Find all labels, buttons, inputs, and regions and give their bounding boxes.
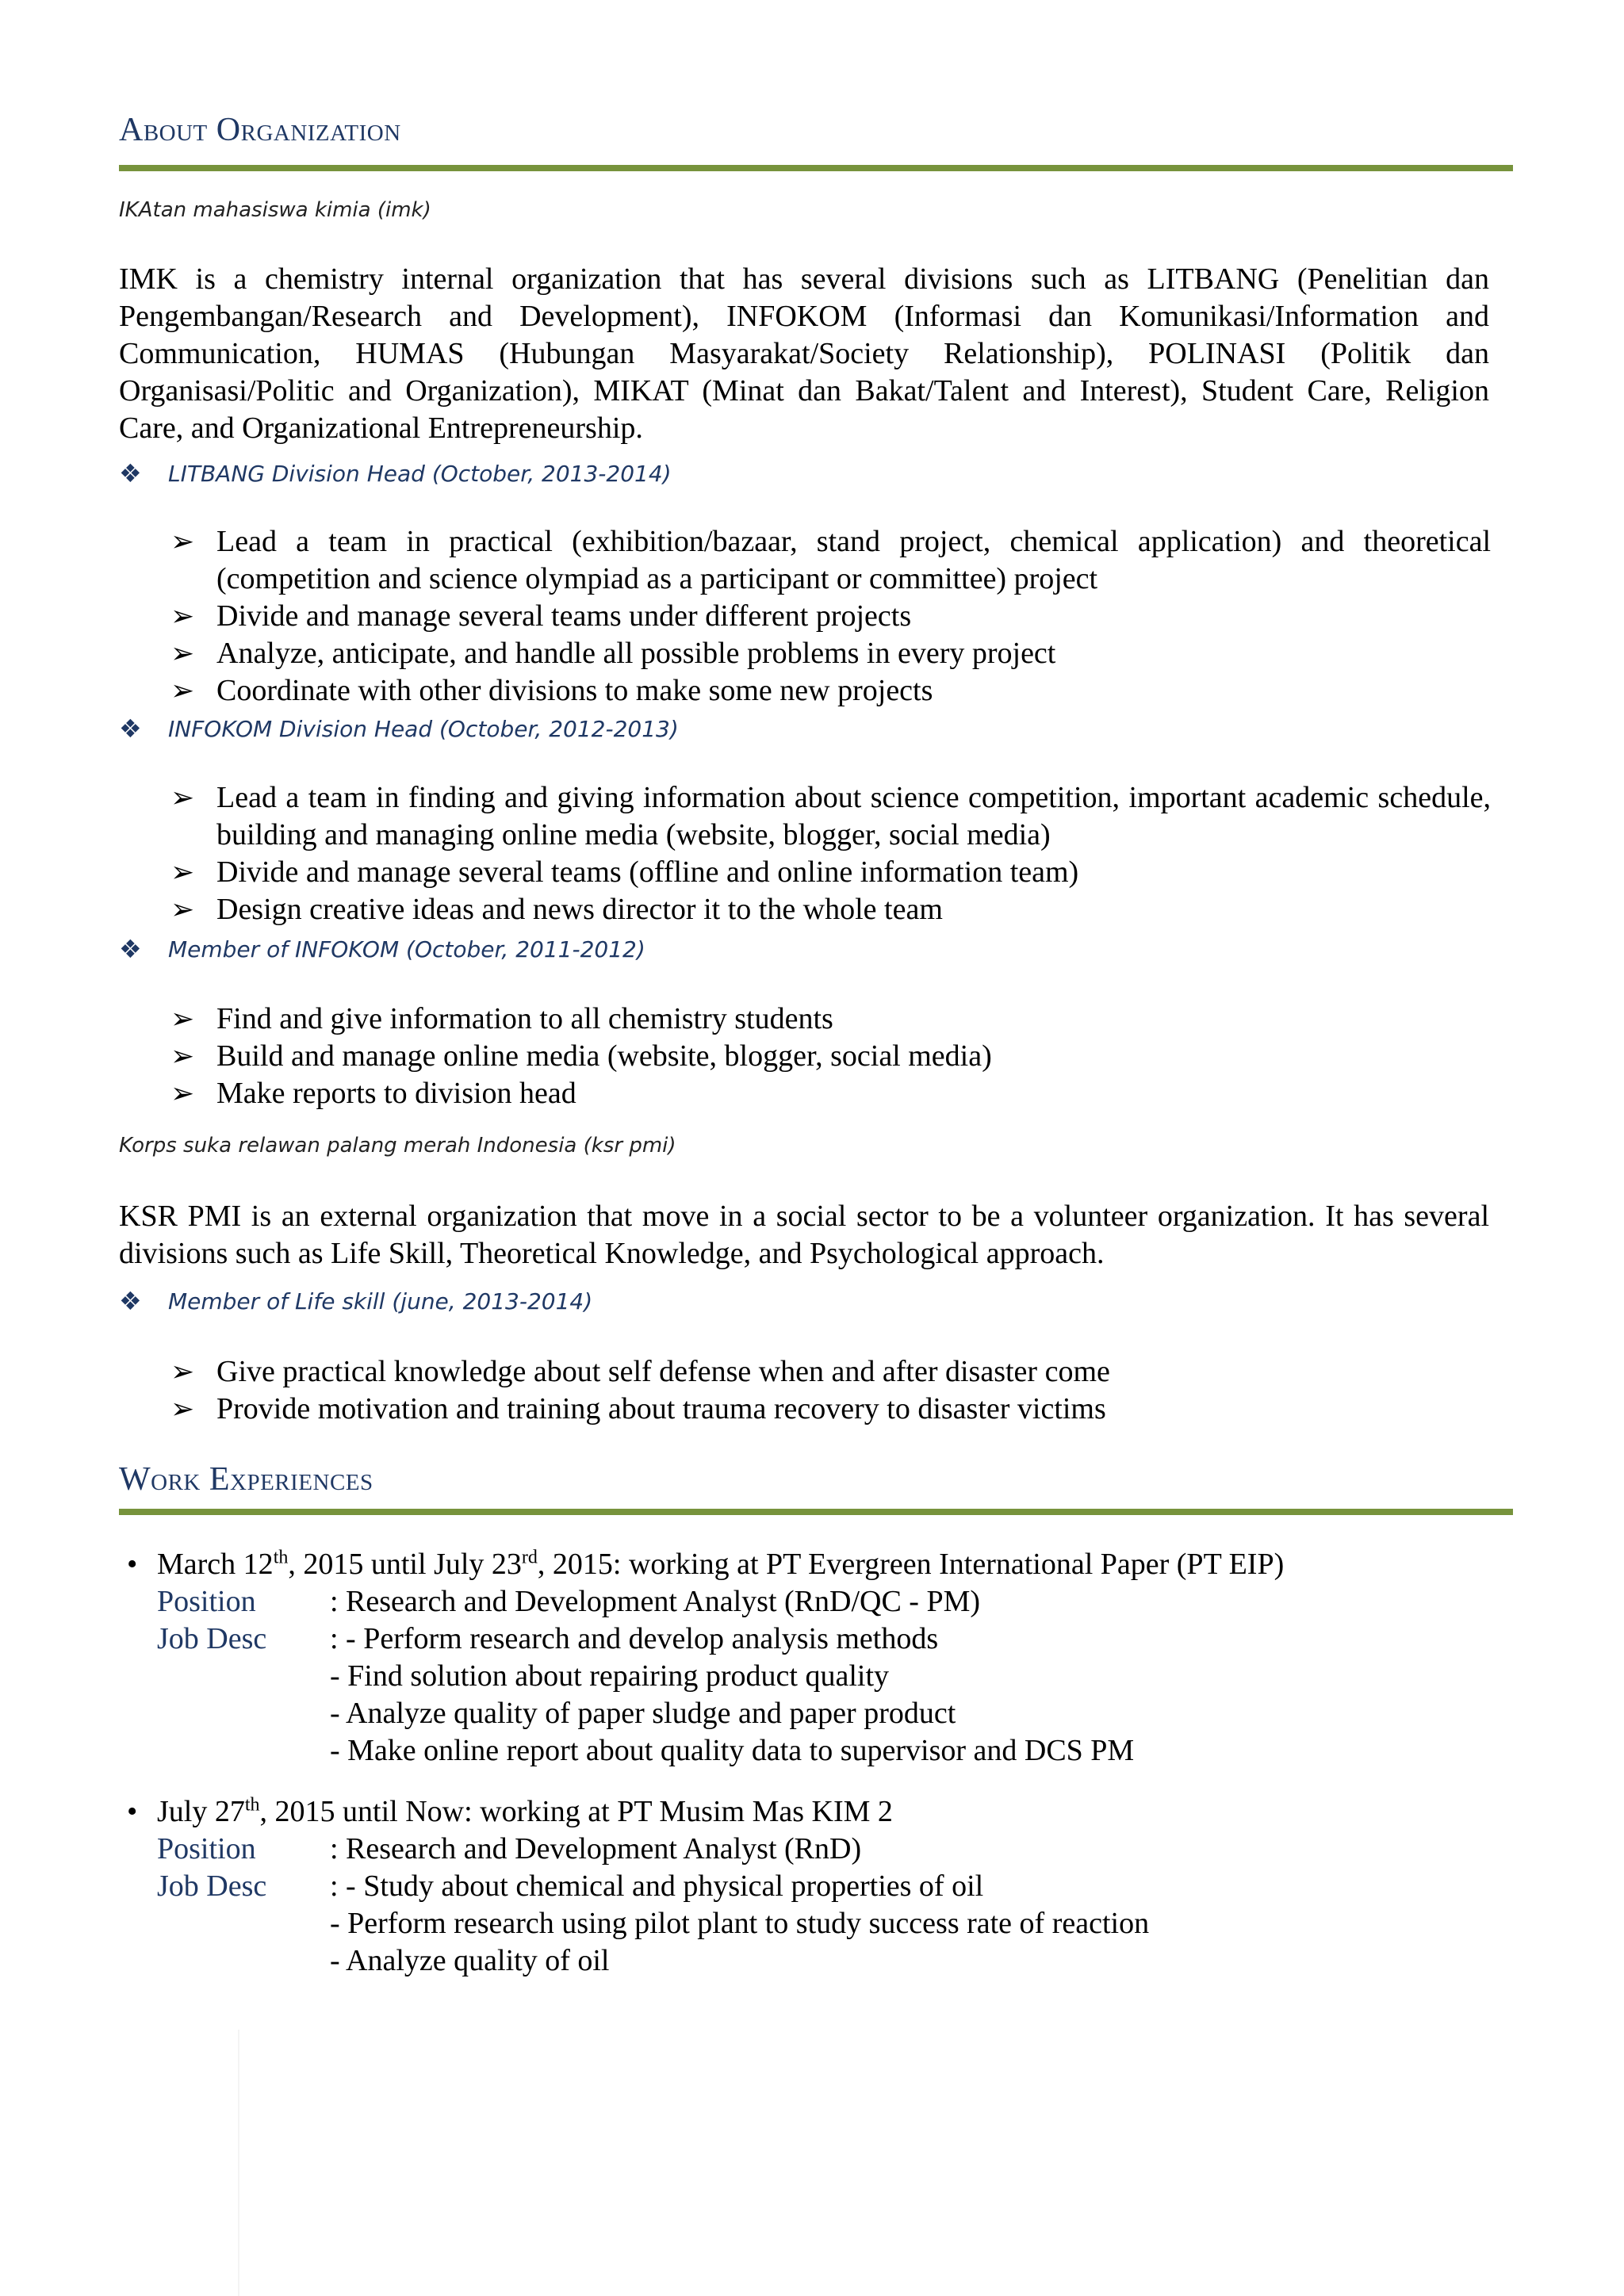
job-desc-item: - Analyze quality of paper sludge and paper product	[330, 1697, 956, 1730]
imk-org-name: IKAtan mahasiswa kimia (imk)	[119, 198, 431, 222]
heading-rule	[119, 1509, 1513, 1515]
ksr-description: KSR PMI is an external organization that move in a social sector to be a volunteer organization. It has several divisions such as Life Skill, Theoretical Knowledge, and Psychological approach.	[119, 1200, 1489, 1270]
page-margin-line	[238, 2030, 239, 2296]
role-title: INFOKOM Division Head (October, 2012-2013)	[168, 715, 679, 742]
dot-bullet-icon: •	[127, 1548, 138, 1581]
position-label: Position	[157, 1585, 256, 1618]
arrow-bullet-icon: ➢	[170, 675, 195, 706]
infokom-head-duties-list	[170, 779, 1491, 926]
list-item: ➢ Divide and manage several teams under different projects	[170, 598, 1491, 635]
job-desc-row	[127, 1621, 1507, 1658]
life-skill-duties-list	[170, 1353, 1491, 1425]
list-item: ➢ Lead a team in finding and giving information about science competition, important academic schedule, building and managing online media (website, blogger, social media)	[170, 781, 1491, 851]
job-desc-label: Job Desc	[157, 1622, 267, 1655]
list-item: ➢ Find and give information to all chemistry students	[170, 1001, 1491, 1038]
infokom-member-duties-list	[170, 1001, 1491, 1110]
diamond-bullet-icon: ❖	[119, 714, 142, 744]
about-organization-heading: About Organization	[119, 112, 401, 148]
arrow-bullet-icon: ➢	[170, 526, 195, 557]
position-row	[127, 1583, 1507, 1621]
list-item: ➢ Build and manage online media (website, blogger, social media)	[170, 1038, 1491, 1075]
role-litbang-head	[119, 458, 672, 488]
ksr-org-name: Korps suka relawan palang merah Indonesia (ksr pmi)	[119, 1134, 676, 1158]
arrow-bullet-icon: ➢	[170, 1077, 195, 1109]
arrow-bullet-icon: ➢	[170, 1356, 195, 1387]
job-headline: • March 12th, 2015 until July 23rd, 2015: working at PT Evergreen International Paper (PT EIP)	[127, 1546, 1507, 1583]
list-item: ➢ Design creative ideas and news director it to the whole team	[170, 891, 1491, 928]
job-entry-musim-mas	[127, 1793, 1507, 1980]
job-desc-item: - Find solution about repairing product quality	[330, 1659, 890, 1693]
arrow-bullet-icon: ➢	[170, 1040, 195, 1072]
position-value: : Research and Development Analyst (RnD/QC - PM)	[330, 1585, 981, 1618]
job-entry-evergreen	[127, 1546, 1507, 1770]
job-desc-item: : - Study about chemical and physical properties of oil	[330, 1869, 984, 1903]
diamond-bullet-icon: ❖	[119, 458, 142, 488]
role-title: Member of Life skill (june, 2013-2014)	[168, 1288, 593, 1314]
role-title: LITBANG Division Head (October, 2013-2014)	[168, 460, 672, 487]
role-title: Member of INFOKOM (October, 2011-2012)	[168, 936, 645, 962]
arrow-bullet-icon: ➢	[170, 894, 195, 925]
job-desc-item: - Analyze quality of oil	[330, 1944, 610, 1977]
list-item: ➢ Analyze, anticipate, and handle all possible problems in every project	[170, 635, 1491, 672]
role-infokom-member	[119, 934, 645, 964]
list-item: ➢ Coordinate with other divisions to make some new projects	[170, 672, 1491, 710]
work-experiences-heading: Work Experiences	[119, 1461, 373, 1498]
list-item: ➢ Make reports to division head	[170, 1075, 1491, 1112]
diamond-bullet-icon: ❖	[119, 934, 142, 964]
job-desc-label: Job Desc	[157, 1869, 267, 1903]
position-label: Position	[157, 1832, 256, 1866]
arrow-bullet-icon: ➢	[170, 856, 195, 888]
arrow-bullet-icon: ➢	[170, 637, 195, 669]
arrow-bullet-icon: ➢	[170, 600, 195, 632]
list-item: ➢ Divide and manage several teams (offline and online information team)	[170, 854, 1491, 891]
role-infokom-head	[119, 714, 679, 744]
list-item: ➢ Give practical knowledge about self defense when and after disaster come	[170, 1353, 1491, 1391]
position-value: : Research and Development Analyst (RnD)	[330, 1832, 862, 1866]
arrow-bullet-icon: ➢	[170, 782, 195, 813]
list-item: ➢ Lead a team in practical (exhibition/bazaar, stand project, chemical application) and theoretical (competition and science olympiad as a participant or committee) project	[170, 525, 1491, 595]
job-desc-item: : - Perform research and develop analysis methods	[330, 1622, 939, 1655]
litbang-duties-list	[170, 523, 1491, 707]
job-headline: • July 27th, 2015 until Now: working at PT Musim Mas KIM 2	[127, 1793, 1507, 1831]
dot-bullet-icon: •	[127, 1795, 138, 1828]
role-life-skill-member	[119, 1286, 592, 1316]
diamond-bullet-icon: ❖	[119, 1286, 142, 1316]
job-desc-item: - Perform research using pilot plant to study success rate of reaction	[330, 1907, 1150, 1940]
imk-description: IMK is a chemistry internal organization that has several divisions such as LITBANG (Penelitian dan Pengembangan/Research and Development), INFOKOM (Informasi dan Komunikasi/Information and Communication, HUMAS (Hubungan Masyarakat/Society Relationship), POLINASI (Politik dan Organisasi/Politic and Organization), MIKAT (Minat dan Bakat/Talent and Interest), Student Care, Religion Care, and Organizational Entrepreneurship.	[119, 262, 1489, 445]
job-desc-row	[127, 1868, 1507, 1905]
position-row	[127, 1831, 1507, 1868]
arrow-bullet-icon: ➢	[170, 1393, 195, 1425]
job-desc-item: - Make online report about quality data to supervisor and DCS PM	[330, 1734, 1135, 1767]
list-item: ➢ Provide motivation and training about trauma recovery to disaster victims	[170, 1391, 1491, 1428]
arrow-bullet-icon: ➢	[170, 1003, 195, 1035]
heading-rule	[119, 165, 1513, 171]
